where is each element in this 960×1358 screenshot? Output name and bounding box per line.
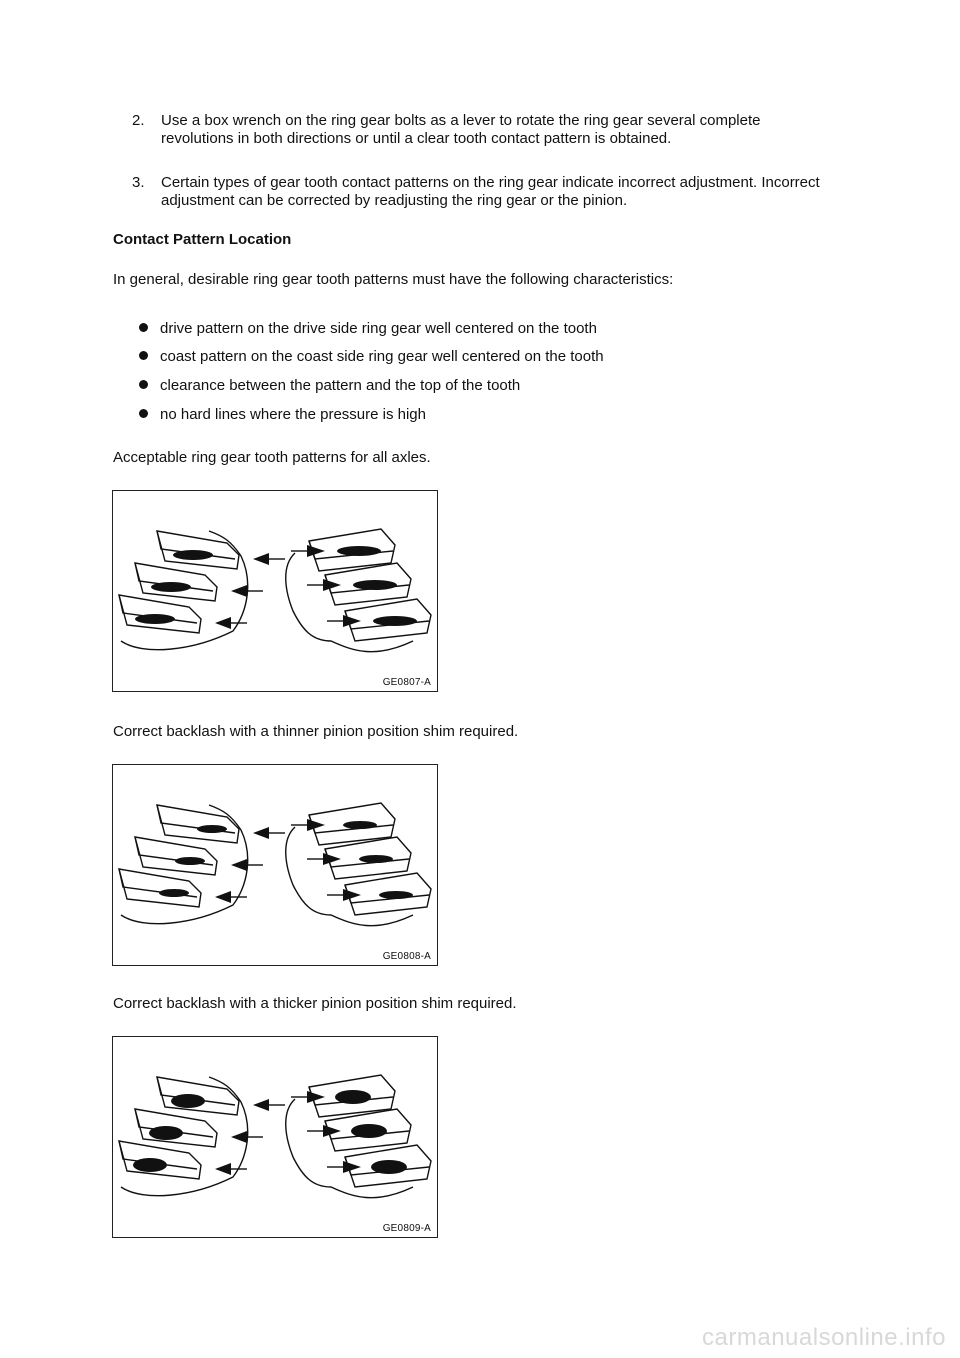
bullet-item [139,406,426,424]
gear-teeth-illustration [113,765,437,965]
contact-pattern [335,1090,371,1104]
figure-id: GE0808-A [382,951,431,962]
bullet-item [139,348,604,366]
contact-pattern [373,616,417,626]
contact-pattern [135,614,175,624]
gear-drawing [119,803,431,926]
step-3 [132,174,832,210]
arrow-icon [253,1099,269,1111]
bullet-item [139,377,520,395]
arrow-icon [215,891,231,903]
gear-pattern-figure [112,490,438,692]
gear-teeth-illustration [113,1037,437,1237]
contact-pattern [173,550,213,560]
contact-pattern [337,546,381,556]
bullet-icon [139,323,148,332]
contact-pattern [151,582,191,592]
contact-pattern [171,1094,205,1108]
bullet-text: clearance between the pattern and the top of the tooth [160,377,521,394]
arrow-icon [231,1131,247,1143]
arrow-icon [253,827,269,839]
contact-pattern [175,857,205,865]
figure-id: GE0809-A [382,1223,431,1234]
contact-pattern [351,1124,387,1138]
bullet-item [139,320,597,338]
contact-pattern [353,580,397,590]
arrow-icon [253,553,269,565]
contact-pattern [379,891,413,899]
contact-pattern [159,889,189,897]
gear-teeth-illustration [113,491,437,691]
bullet-text: drive pattern on the drive side ring gear well centered on the tooth [160,320,597,337]
section-heading: Contact Pattern Location [113,231,292,248]
contact-pattern [371,1160,407,1174]
figure-caption: Correct backlash with a thicker pinion position shim required. [113,995,517,1012]
step-text: Certain types of gear tooth contact patterns on the ring gear indicate incorrect adjustment. Incorrect adjustment can be corrected by readjusting the ring gear or the pinion. [161,174,820,209]
gear-pattern-figure [112,1036,438,1238]
bullet-icon [139,409,148,418]
contact-pattern [197,825,227,833]
step-text: Use a box wrench on the ring gear bolts as a lever to rotate the ring gear several complete revolutions in both directions or until a clear tooth contact pattern is obtained. [161,112,761,147]
gear-drawing [119,529,431,652]
gear-pattern-figure [112,764,438,966]
arrow-icon [231,859,247,871]
contact-pattern [133,1158,167,1172]
watermark: carmanualsonline.info [702,1324,946,1351]
contact-pattern [359,855,393,863]
arrow-icon [215,617,231,629]
figure-caption: Acceptable ring gear tooth patterns for all axles. [113,449,431,466]
arrow-icon [231,585,247,597]
gear-drawing [119,1075,431,1198]
contact-pattern [343,821,377,829]
figure-caption: Correct backlash with a thinner pinion position shim required. [113,723,519,740]
intro-paragraph: In general, desirable ring gear tooth patterns must have the following characteristics: [113,271,674,288]
step-number: 2. [132,112,145,129]
step-number: 3. [132,174,145,191]
bullet-icon [139,351,148,360]
arrow-icon [215,1163,231,1175]
figure-id: GE0807-A [382,677,431,688]
bullet-text: no hard lines where the pressure is high [160,406,426,423]
bullet-text: coast pattern on the coast side ring gear well centered on the tooth [160,348,604,365]
bullet-icon [139,380,148,389]
step-2 [132,112,832,148]
contact-pattern [149,1126,183,1140]
